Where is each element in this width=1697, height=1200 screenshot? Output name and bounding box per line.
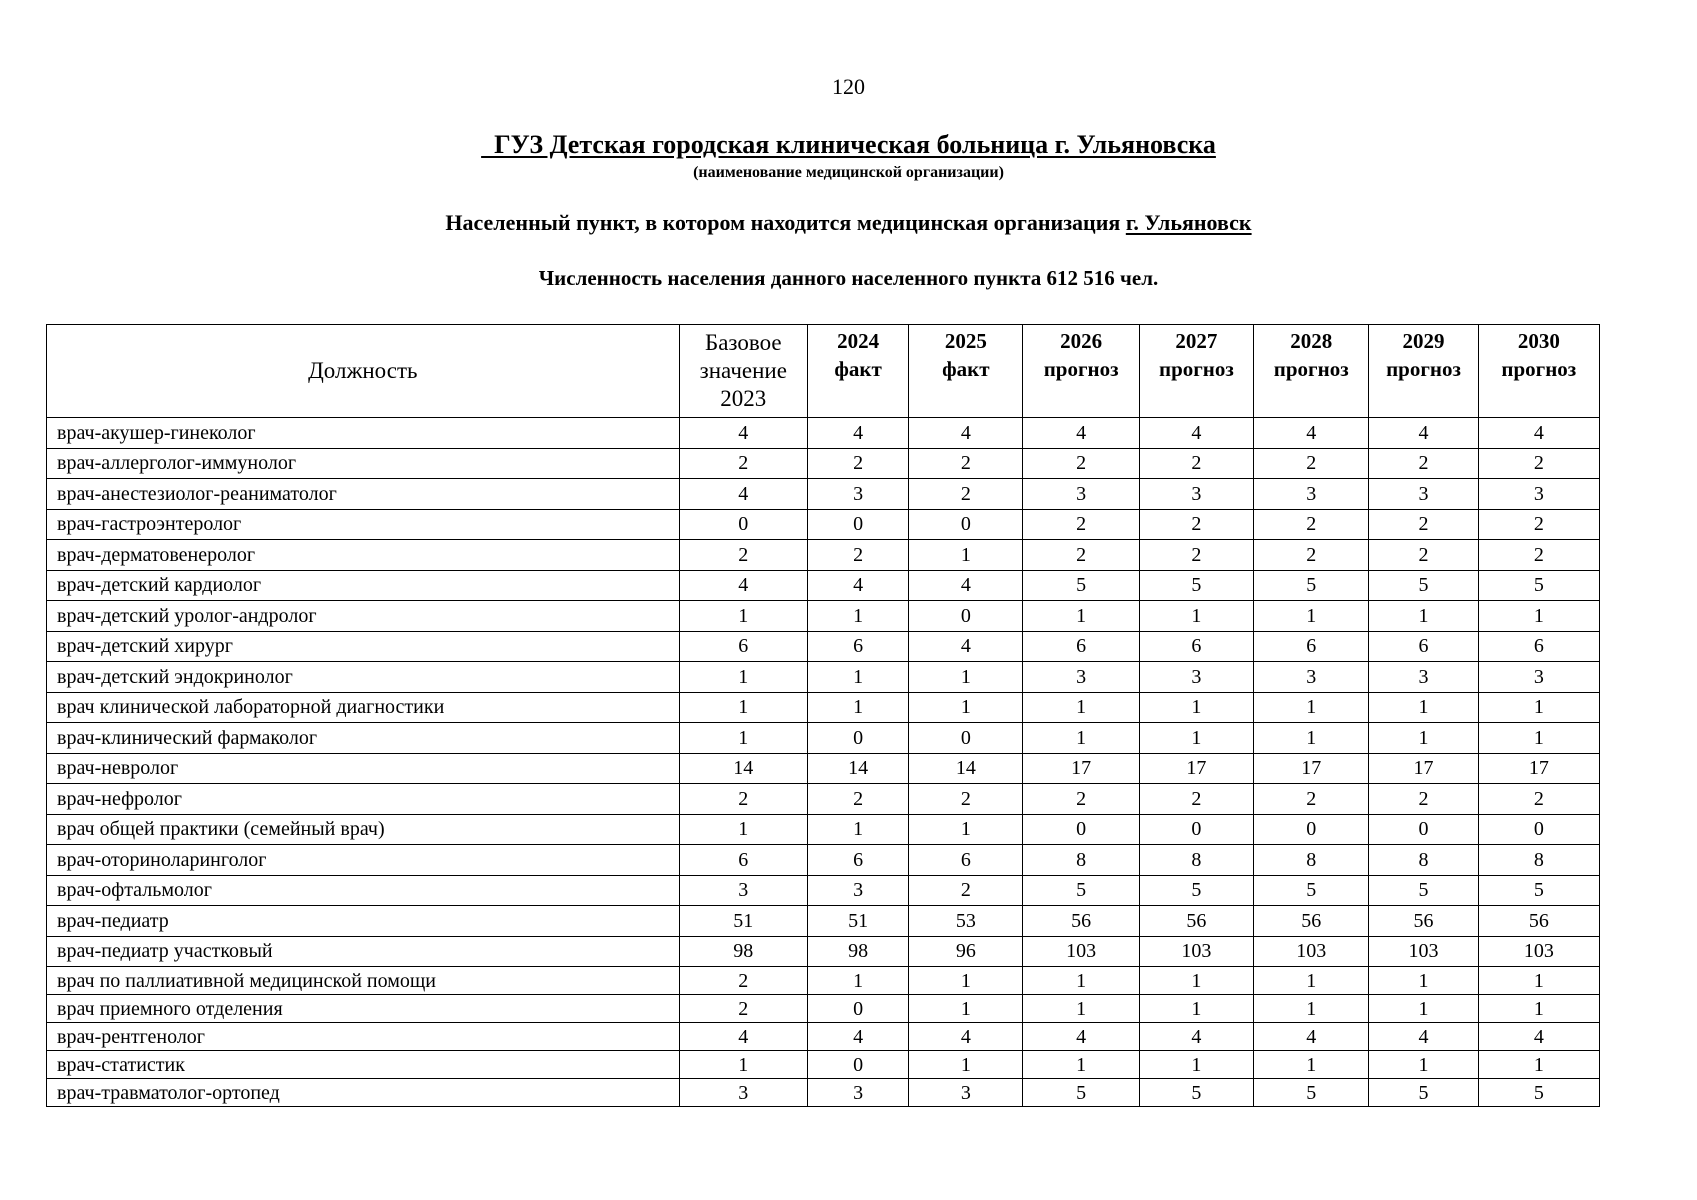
table-row [47,448,1600,479]
value-cell: 2 [679,448,807,479]
value-cell: 1 [1023,692,1139,723]
value-cell: 5 [1369,570,1478,601]
value-cell: 1 [679,692,807,723]
column-header-kind: прогноз [1043,357,1119,381]
value-cell: 1 [909,692,1023,723]
value-cell: 0 [807,509,908,540]
locality-label: Населенный пункт, в котором находится медицинская организация [445,210,1126,235]
value-cell: 56 [1139,906,1253,937]
value-cell: 53 [909,906,1023,937]
table-row [47,479,1600,510]
value-cell: 103 [1023,936,1139,967]
value-cell: 56 [1023,906,1139,937]
value-cell: 2 [1023,784,1139,815]
value-cell: 6 [1254,631,1369,662]
table-row [47,906,1600,937]
table-body [47,418,1600,1107]
value-cell: 103 [1369,936,1478,967]
value-cell: 4 [1369,418,1478,449]
value-cell: 3 [1254,662,1369,693]
column-header-year: 2028 [1290,329,1333,353]
position-cell: врач-гастроэнтеролог [47,509,680,540]
value-cell: 2 [679,540,807,571]
value-cell: 3 [679,875,807,906]
value-cell: 3 [1369,662,1478,693]
position-cell: врач-рентгенолог [47,1023,680,1051]
value-cell: 1 [909,814,1023,845]
value-cell: 3 [807,479,908,510]
value-cell: 2 [679,995,807,1023]
value-cell: 4 [679,479,807,510]
value-cell: 5 [1478,875,1599,906]
value-cell: 0 [1478,814,1599,845]
column-header-kind: факт [942,357,990,381]
position-cell: врач-офтальмолог [47,875,680,906]
locality-value: г. Ульяновск [1125,210,1252,235]
value-cell: 98 [807,936,908,967]
position-cell: врач-детский эндокринолог [47,662,680,693]
value-cell: 8 [1139,845,1253,876]
value-cell: 8 [1023,845,1139,876]
value-cell: 0 [909,601,1023,632]
table-row [47,875,1600,906]
value-cell: 1 [1254,1051,1369,1079]
table-row [47,814,1600,845]
position-cell: врач-детский уролог-андролог [47,601,680,632]
position-cell: врач-травматолог-ортопед [47,1079,680,1107]
column-header-kind: прогноз [1386,357,1461,381]
value-cell: 1 [909,662,1023,693]
column-header-kind: прогноз [1273,357,1349,381]
value-cell: 0 [909,723,1023,754]
value-cell: 4 [1478,1023,1599,1051]
value-cell: 1 [1254,723,1369,754]
table-row [47,936,1600,967]
value-cell: 2 [1369,784,1478,815]
position-cell: врач по паллиативной медицинской помощи [47,967,680,995]
value-cell: 14 [679,753,807,784]
value-cell: 4 [679,418,807,449]
column-header-year: 2029 [1402,329,1445,353]
position-cell: врач-невролог [47,753,680,784]
value-cell: 17 [1139,753,1253,784]
value-cell: 1 [679,814,807,845]
organization-name [0,130,1697,160]
value-cell: 2 [1369,509,1478,540]
page-number: 120 [832,74,865,99]
value-cell: 4 [1139,418,1253,449]
value-cell: 3 [909,1079,1023,1107]
value-cell: 2 [807,784,908,815]
value-cell: 2 [909,479,1023,510]
position-cell: врач-анестезиолог-реаниматолог [47,479,680,510]
value-cell: 1 [1023,967,1139,995]
value-cell: 96 [909,936,1023,967]
table-row [47,662,1600,693]
value-cell: 8 [1478,845,1599,876]
value-cell: 4 [1023,418,1139,449]
value-cell: 103 [1254,936,1369,967]
value-cell: 2 [1478,448,1599,479]
value-cell: 5 [1369,875,1478,906]
value-cell: 1 [1139,601,1253,632]
value-cell: 1 [909,540,1023,571]
value-cell: 2 [909,784,1023,815]
value-cell: 1 [807,692,908,723]
value-cell: 1 [1139,723,1253,754]
column-header-2029 [1369,325,1478,418]
value-cell: 1 [1478,967,1599,995]
value-cell: 2 [1139,784,1253,815]
value-cell: 2 [1254,784,1369,815]
value-cell: 1 [1478,692,1599,723]
value-cell: 2 [679,967,807,995]
value-cell: 1 [1478,723,1599,754]
column-header-2027 [1139,325,1253,418]
value-cell: 6 [1369,631,1478,662]
value-cell: 0 [1369,814,1478,845]
value-cell: 1 [1254,967,1369,995]
value-cell: 0 [679,509,807,540]
value-cell: 3 [1139,479,1253,510]
position-cell: врач-аллерголог-иммунолог [47,448,680,479]
value-cell: 5 [1023,570,1139,601]
value-cell: 1 [1369,723,1478,754]
column-header-text: значение [699,358,787,383]
value-cell: 56 [1254,906,1369,937]
table-row [47,1079,1600,1107]
value-cell: 3 [1478,662,1599,693]
column-header-2026 [1023,325,1139,418]
position-cell: врач-оториноларинголог [47,845,680,876]
position-cell: врач клинической лабораторной диагностики [47,692,680,723]
value-cell: 5 [1478,570,1599,601]
value-cell: 5 [1139,875,1253,906]
value-cell: 3 [1254,479,1369,510]
value-cell: 1 [807,814,908,845]
value-cell: 0 [1254,814,1369,845]
table-row [47,570,1600,601]
column-header-year: 2026 [1060,329,1103,353]
position-cell: врач-нефролог [47,784,680,815]
value-cell: 5 [1023,1079,1139,1107]
value-cell: 1 [1369,995,1478,1023]
value-cell: 4 [807,570,908,601]
value-cell: 1 [1369,1051,1478,1079]
table-row [47,967,1600,995]
value-cell: 4 [1139,1023,1253,1051]
value-cell: 0 [807,995,908,1023]
value-cell: 5 [1254,1079,1369,1107]
organization-caption: (наименование медицинской организации) [693,164,1004,181]
position-cell: врач-детский кардиолог [47,570,680,601]
value-cell: 56 [1478,906,1599,937]
value-cell: 0 [1023,814,1139,845]
table-header-row [47,325,1600,418]
table-row [47,418,1600,449]
table-row [47,509,1600,540]
table-row [47,631,1600,662]
value-cell: 2 [1139,540,1253,571]
value-cell: 1 [1139,995,1253,1023]
value-cell: 1 [1139,967,1253,995]
value-cell: 1 [1478,601,1599,632]
value-cell: 6 [1023,631,1139,662]
value-cell: 3 [1478,479,1599,510]
value-cell: 2 [1023,448,1139,479]
value-cell: 2 [1254,509,1369,540]
table-row [47,601,1600,632]
table-row [47,753,1600,784]
value-cell: 1 [807,967,908,995]
value-cell: 1 [1023,995,1139,1023]
value-cell: 4 [1478,418,1599,449]
value-cell: 1 [1254,601,1369,632]
table-row [47,995,1600,1023]
position-cell: врач-педиатр [47,906,680,937]
value-cell: 2 [1023,509,1139,540]
value-cell: 2 [1478,540,1599,571]
column-header-year: 2025 [944,329,987,353]
value-cell: 5 [1254,875,1369,906]
column-header-2025 [909,325,1023,418]
value-cell: 2 [909,875,1023,906]
value-cell: 51 [807,906,908,937]
value-cell: 51 [679,906,807,937]
table-row [47,1023,1600,1051]
value-cell: 3 [679,1079,807,1107]
value-cell: 3 [1369,479,1478,510]
value-cell: 17 [1254,753,1369,784]
value-cell: 3 [1139,662,1253,693]
staffing-table [46,324,1600,1107]
value-cell: 1 [1023,1051,1139,1079]
value-cell: 2 [1139,509,1253,540]
value-cell: 1 [1023,723,1139,754]
value-cell: 2 [1369,448,1478,479]
value-cell: 56 [1369,906,1478,937]
value-cell: 2 [807,448,908,479]
position-cell: врач-акушер-гинеколог [47,418,680,449]
column-header-2028 [1254,325,1369,418]
value-cell: 1 [909,1051,1023,1079]
value-cell: 5 [1139,570,1253,601]
value-cell: 2 [1254,448,1369,479]
value-cell: 1 [1023,601,1139,632]
value-cell: 1 [1254,692,1369,723]
value-cell: 5 [1369,1079,1478,1107]
value-cell: 3 [807,875,908,906]
table-row [47,845,1600,876]
value-cell: 6 [807,631,908,662]
value-cell: 5 [1139,1079,1253,1107]
table-row [47,1051,1600,1079]
value-cell: 4 [1254,1023,1369,1051]
column-header-position [47,325,680,418]
value-cell: 1 [909,995,1023,1023]
value-cell: 3 [807,1079,908,1107]
value-cell: 103 [1478,936,1599,967]
position-cell: врач-дерматовенеролог [47,540,680,571]
value-cell: 0 [909,509,1023,540]
column-header-text: 2023 [720,386,767,411]
position-cell: врач-статистик [47,1051,680,1079]
position-cell: врач-детский хирург [47,631,680,662]
column-header-2024 [807,325,908,418]
value-cell: 1 [1139,692,1253,723]
value-cell: 3 [1023,662,1139,693]
value-cell: 6 [807,845,908,876]
value-cell: 103 [1139,936,1253,967]
value-cell: 2 [1254,540,1369,571]
value-cell: 2 [807,540,908,571]
value-cell: 4 [1254,418,1369,449]
table-row [47,784,1600,815]
column-header-kind: прогноз [1501,357,1577,381]
table-row [47,540,1600,571]
table-row [47,692,1600,723]
value-cell: 4 [807,418,908,449]
value-cell: 17 [1369,753,1478,784]
value-cell: 98 [679,936,807,967]
column-header-kind: прогноз [1158,357,1234,381]
value-cell: 1 [1369,601,1478,632]
column-header-text: Должность [308,358,418,383]
value-cell: 1 [679,662,807,693]
value-cell: 1 [679,601,807,632]
value-cell: 5 [1023,875,1139,906]
value-cell: 2 [1369,540,1478,571]
value-cell: 1 [679,1051,807,1079]
position-cell: врач-педиатр участковый [47,936,680,967]
value-cell: 2 [1023,540,1139,571]
column-header-year: 2027 [1175,329,1218,353]
value-cell: 1 [1369,692,1478,723]
table-row [47,723,1600,754]
value-cell: 4 [1023,1023,1139,1051]
value-cell: 4 [909,631,1023,662]
value-cell: 14 [807,753,908,784]
value-cell: 17 [1478,753,1599,784]
value-cell: 4 [909,418,1023,449]
population-line: Численность населения данного населенного пункта 612 516 чел. [538,266,1159,290]
value-cell: 4 [1369,1023,1478,1051]
value-cell: 1 [909,967,1023,995]
organization-name-text: ГУЗ Детская городская клиническая больница г. Ульяновска [481,130,1216,159]
value-cell: 2 [909,448,1023,479]
column-header-kind: факт [834,357,882,381]
column-header-year: 2024 [837,329,880,353]
value-cell: 8 [1369,845,1478,876]
value-cell: 1 [807,662,908,693]
position-cell: врач-клинический фармаколог [47,723,680,754]
value-cell: 1 [679,723,807,754]
value-cell: 1 [807,601,908,632]
value-cell: 6 [1139,631,1253,662]
value-cell: 5 [1254,570,1369,601]
value-cell: 6 [679,845,807,876]
value-cell: 4 [679,570,807,601]
value-cell: 1 [1254,995,1369,1023]
value-cell: 4 [909,1023,1023,1051]
value-cell: 6 [1478,631,1599,662]
column-header-year: 2030 [1517,329,1560,353]
position-cell: врач приемного отделения [47,995,680,1023]
value-cell: 2 [679,784,807,815]
value-cell: 2 [1478,784,1599,815]
value-cell: 0 [807,723,908,754]
value-cell: 1 [1478,1051,1599,1079]
value-cell: 8 [1254,845,1369,876]
value-cell: 2 [1139,448,1253,479]
value-cell: 6 [679,631,807,662]
value-cell: 3 [1023,479,1139,510]
value-cell: 1 [1369,967,1478,995]
value-cell: 1 [1139,1051,1253,1079]
value-cell: 2 [1478,509,1599,540]
value-cell: 14 [909,753,1023,784]
value-cell: 4 [679,1023,807,1051]
value-cell: 4 [807,1023,908,1051]
position-cell: врач общей практики (семейный врач) [47,814,680,845]
column-header-2030 [1478,325,1599,418]
column-header-base-2023 [679,325,807,418]
value-cell: 6 [909,845,1023,876]
value-cell: 17 [1023,753,1139,784]
value-cell: 1 [1478,995,1599,1023]
value-cell: 5 [1478,1079,1599,1107]
value-cell: 4 [909,570,1023,601]
value-cell: 0 [807,1051,908,1079]
value-cell: 0 [1139,814,1253,845]
column-header-text: Базовое [705,330,782,355]
locality-line [0,210,1697,236]
